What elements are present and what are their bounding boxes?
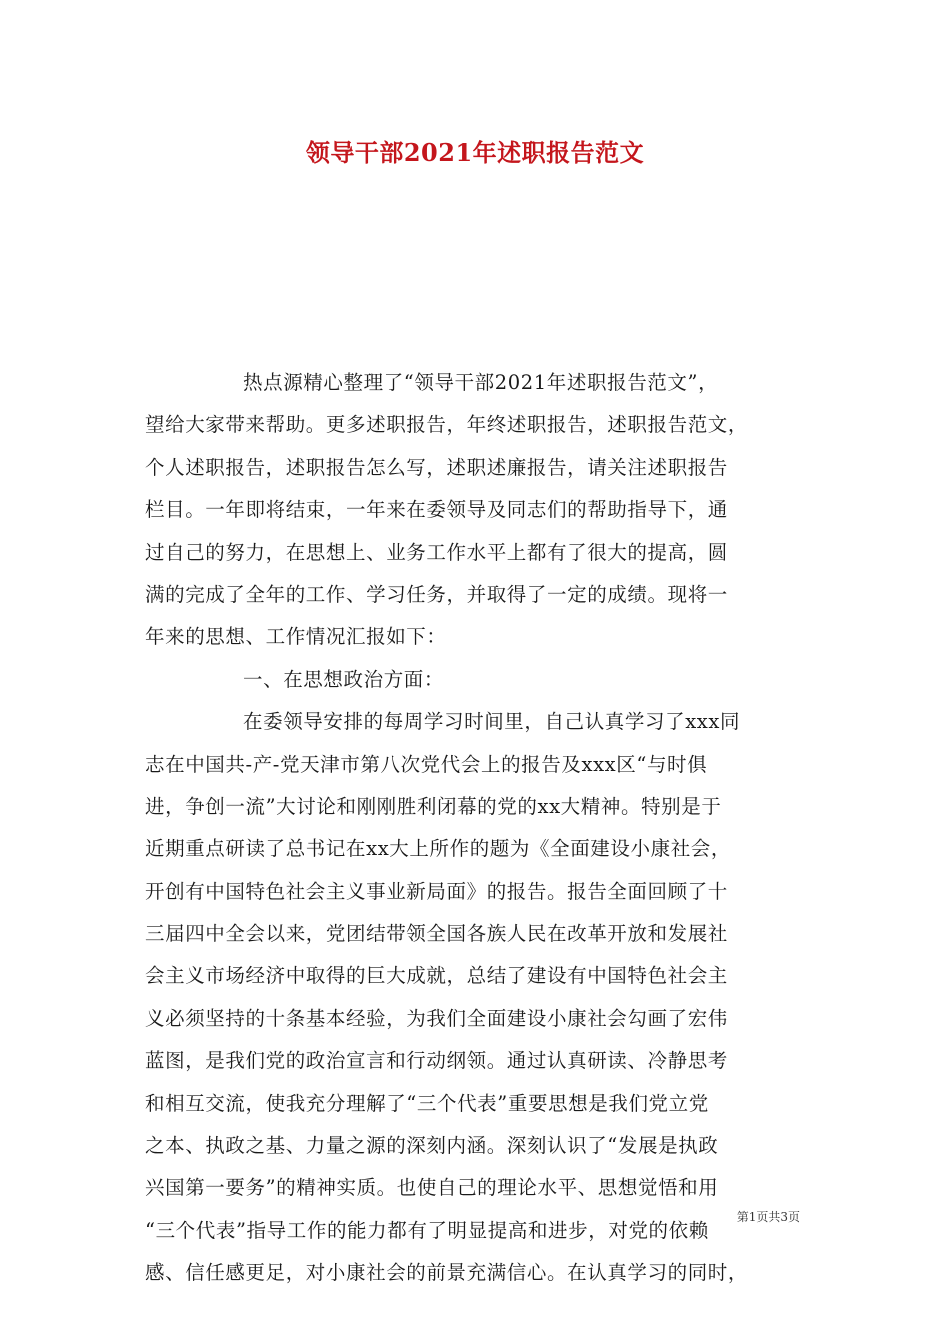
paragraph-line: 志在中国共-产-党天津市第八次党代会上的报告及xxx区“与时俱 [145,752,708,776]
paragraph-line: 开创有中国特色社会主义事业新局面》的报告。报告全面回顾了十 [145,879,728,903]
document-title: 领导干部2021年述职报告范文 [305,138,645,167]
paragraph-line: 进，争创一流”大讨论和刚刚胜利闭幕的党的xx大精神。特别是于 [145,794,722,818]
paragraph-line: 在委领导安排的每周学习时间里，自己认真学习了xxx同 [243,710,741,734]
paragraph-line: 栏目。一年即将结束，一年来在委领导及同志们的帮助指导下，通 [145,498,728,522]
paragraph-line: 三届四中全会以来，党团结带领全国各族人民在改革开放和发展社 [145,922,728,946]
paragraph-line: 感、信任感更足，对小康社会的前景充满信心。在认真学习的同时， [145,1261,749,1285]
paragraph-line: 近期重点研读了总书记在xx大上所作的题为《全面建设小康社会， [145,837,731,861]
paragraph-line: 望给大家带来帮助。更多述职报告，年终述职报告，述职报告范文， [145,413,749,437]
paragraph-line: 蓝图，是我们党的政治宣言和行动纲领。通过认真研读、冷静思考 [145,1049,728,1073]
paragraph-line: 过自己的努力，在思想上、业务工作水平上都有了很大的提高，圆 [145,540,728,564]
paragraph-line: 热点源精心整理了“领导干部2021年述职报告范文”， [243,371,719,394]
paragraph-line: 满的完成了全年的工作、学习任务，并取得了一定的成绩。现将一 [145,582,728,606]
paragraph-line: 年来的思想、工作情况汇报如下： [145,625,447,649]
paragraph-line: “三个代表”指导工作的能力都有了明显提高和进步，对党的依赖 [145,1218,709,1242]
document-body [145,362,807,1295]
paragraph-line: 和相互交流，使我充分理解了“三个代表”重要思想是我们党立党 [145,1091,709,1115]
paragraph-line: 个人述职报告，述职报告怎么写，述职述廉报告，请关注述职报告 [145,455,728,479]
paragraph-line: 会主义市场经济中取得的巨大成就，总结了建设有中国特色社会主 [145,964,728,988]
paragraph-line: 兴国第一要务”的精神实质。也使自己的理论水平、思想觉悟和用 [145,1176,719,1200]
paragraph-line: 义必须坚持的十条基本经验，为我们全面建设小康社会勾画了宏伟 [145,1006,728,1030]
paragraph-line: 之本、执政之基、力量之源的深刻内涵。深刻认识了“发展是执政 [145,1134,719,1158]
section-heading: 一、在思想政治方面： [243,667,445,691]
page-number-footer: 第1页共3页 [736,1210,800,1224]
